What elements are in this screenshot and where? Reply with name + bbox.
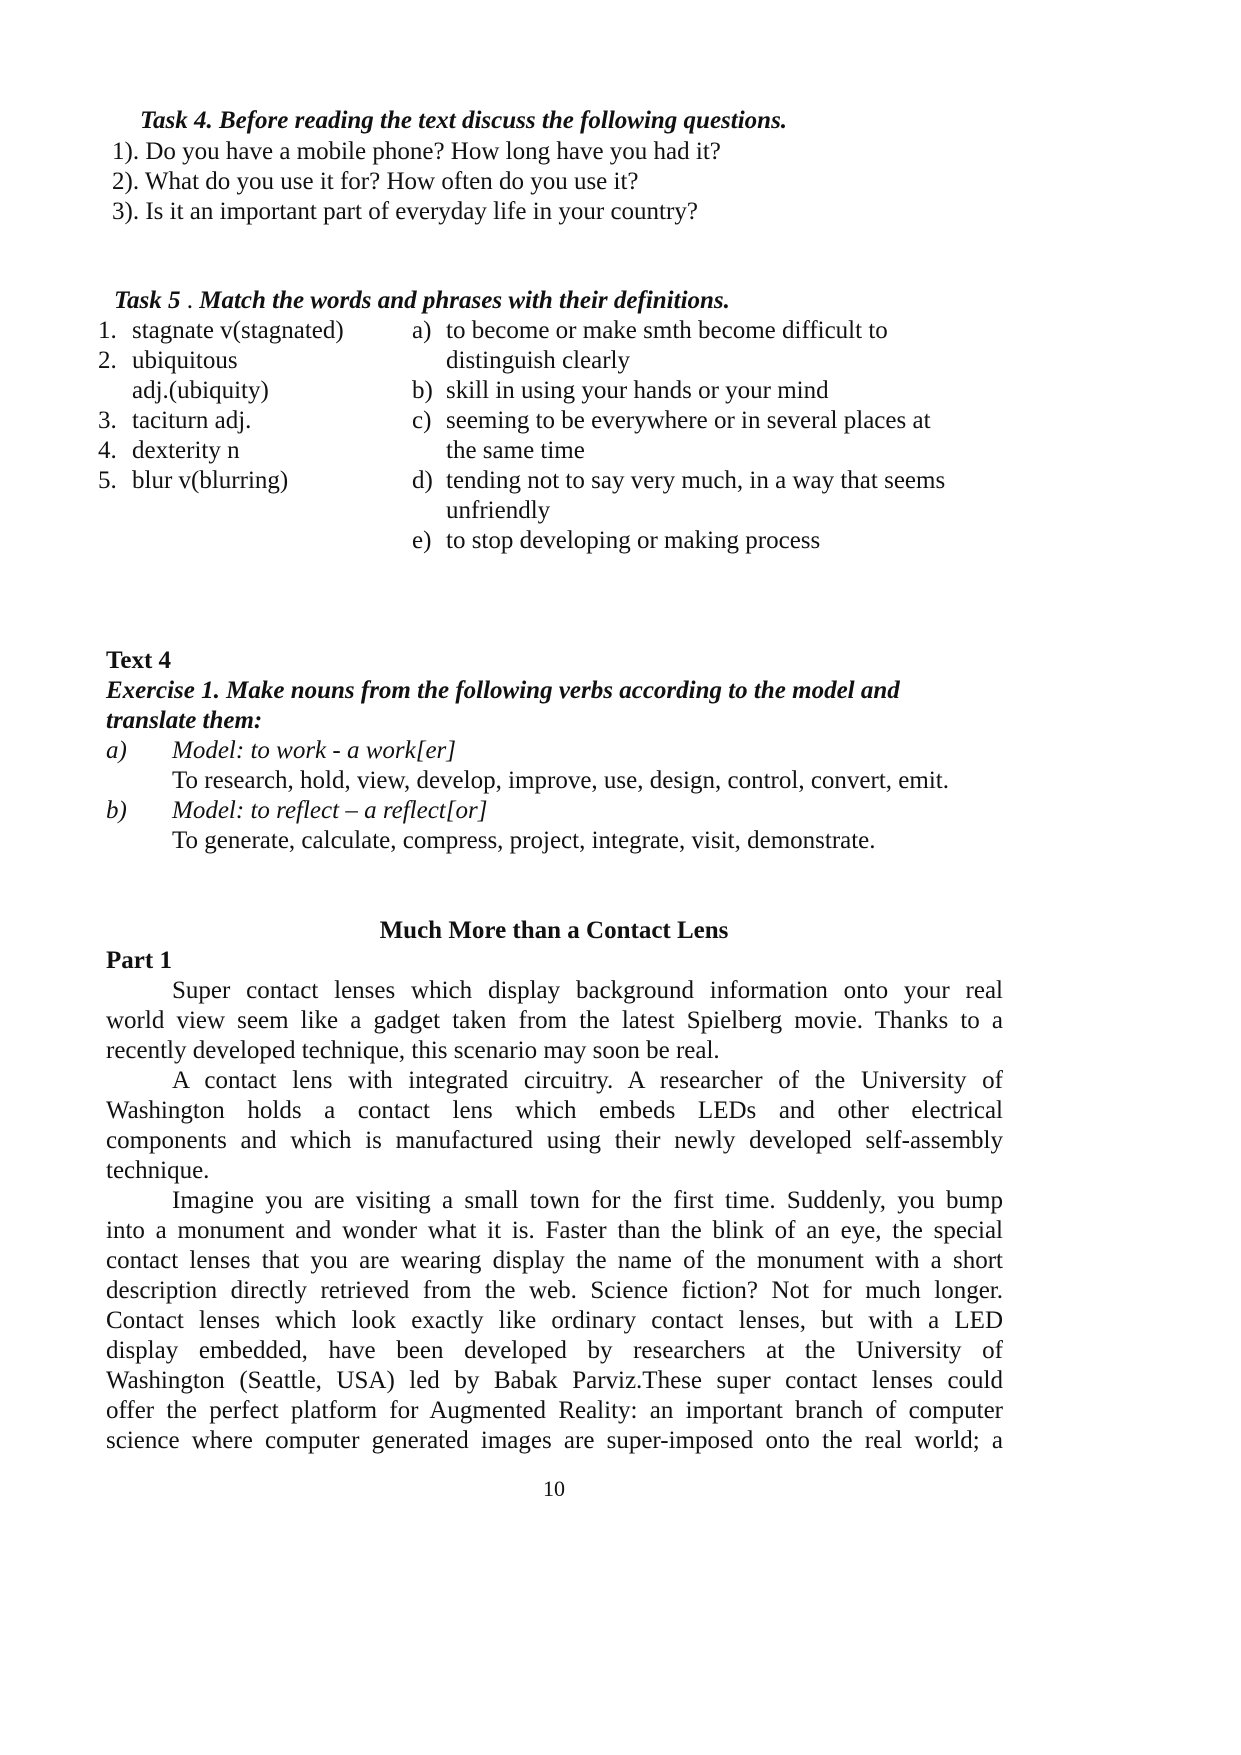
article-line-1: Super contact lenses which display background information onto your real	[172, 977, 1003, 1004]
text4-label: Text 4	[106, 647, 172, 674]
exercise1-item-a-model: Model: to work - a work[er]	[172, 737, 456, 764]
definition-d: tending not to say very much, in a way that seems	[446, 467, 946, 494]
task4-question-2: 2). What do you use it for? How often do you use it?	[112, 168, 639, 195]
task4-question-1: 1). Do you have a mobile phone? How long have you had it?	[112, 138, 721, 165]
word-3: taciturn adj.	[132, 407, 252, 434]
definition-e: to stop developing or making process	[446, 527, 821, 554]
article-line-2: world view seem like a gadget taken from the latest Spielberg movie. Thanks to a	[106, 1007, 1003, 1034]
article-line-4: A contact lens with integrated circuitry. A researcher of the University of	[172, 1067, 1003, 1094]
word-number-3: 3.	[98, 407, 117, 434]
definition-a-continued: distinguish clearly	[446, 347, 630, 374]
article-line-13: display embedded, have been developed by researchers at the University of	[106, 1337, 1003, 1364]
word-number-5: 5.	[98, 467, 117, 494]
article-part-label: Part 1	[106, 947, 172, 974]
word-4: dexterity n	[132, 437, 240, 464]
article-line-16: science where computer generated images are super-imposed onto the real world; a	[106, 1427, 1003, 1454]
task5-heading-text: Match the words and phrases with their definitions.	[199, 287, 730, 314]
word-1: stagnate v(stagnated)	[132, 317, 344, 344]
word-number-4: 4.	[98, 437, 117, 464]
word-number-1: 1.	[98, 317, 117, 344]
article-line-7: technique.	[106, 1157, 210, 1184]
article-line-15: offer the perfect platform for Augmented Reality: an important branch of computer	[106, 1397, 1003, 1424]
definition-b: skill in using your hands or your mind	[446, 377, 829, 404]
article-line-8: Imagine you are visiting a small town for the first time. Suddenly, you bump	[172, 1187, 1003, 1214]
exercise1-heading-line1: Exercise 1. Make nouns from the following verbs according to the model and	[106, 677, 900, 704]
definition-c: seeming to be everywhere or in several places at	[446, 407, 931, 434]
task5-heading	[114, 286, 730, 316]
page-number: 10	[543, 1476, 565, 1501]
article-title: Much More than a Contact Lens	[379, 917, 729, 944]
exercise1-item-a-label: a)	[106, 737, 127, 764]
exercise1-heading-line2: translate them:	[106, 707, 263, 734]
task4-question-3: 3). Is it an important part of everyday life in your country?	[112, 198, 698, 225]
definition-d-continued: unfriendly	[446, 497, 551, 524]
article-line-10: contact lenses that you are wearing display the name of the monument with a short	[106, 1247, 1003, 1274]
definition-a: to become or make smth become difficult to	[446, 317, 888, 344]
definition-letter-a: a)	[412, 317, 432, 344]
word-number-2: 2.	[98, 347, 117, 374]
article-line-11: description directly retrieved from the web. Science fiction? Not for much longer.	[106, 1277, 1003, 1304]
article-line-14: Washington (Seattle, USA) led by Babak Parviz.These super contact lenses could	[106, 1367, 1003, 1394]
task5-heading-label: Task 5	[114, 287, 181, 314]
exercise1-item-b-label: b)	[106, 797, 127, 824]
task5-heading-dot: .	[180, 287, 200, 314]
exercise1-item-b-words: To generate, calculate, compress, project, integrate, visit, demonstrate.	[172, 827, 876, 854]
article-line-12: Contact lenses which look exactly like ordinary contact lenses, but with a LED	[106, 1307, 1003, 1334]
word-5: blur v(blurring)	[132, 467, 289, 494]
definition-letter-c: c)	[412, 407, 432, 434]
article-line-6: components and which is manufactured using their newly developed self-assembly	[106, 1127, 1003, 1154]
word-2-continued: adj.(ubiquity)	[132, 377, 269, 404]
article-line-9: into a monument and wonder what it is. Faster than the blink of an eye, the special	[106, 1217, 1003, 1244]
article-line-5: Washington holds a contact lens which embeds LEDs and other electrical	[106, 1097, 1003, 1124]
definition-letter-e: e)	[412, 527, 432, 554]
definition-letter-b: b)	[412, 377, 433, 404]
exercise1-item-a-words: To research, hold, view, develop, improve, use, design, control, convert, emit.	[172, 767, 949, 794]
article-line-3: recently developed technique, this scenario may soon be real.	[106, 1037, 720, 1064]
task4-heading: Task 4. Before reading the text discuss the following questions.	[140, 107, 788, 134]
exercise1-item-b-model: Model: to reflect – a reflect[or]	[172, 797, 488, 824]
definition-c-continued: the same time	[446, 437, 585, 464]
definition-letter-d: d)	[412, 467, 433, 494]
word-2: ubiquitous	[132, 347, 238, 374]
